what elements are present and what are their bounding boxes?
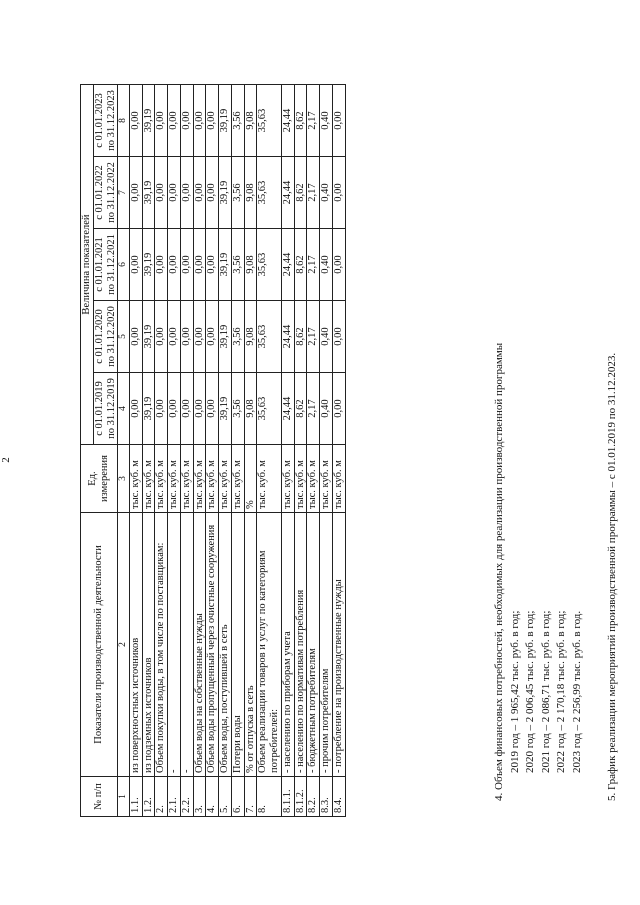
production-indicators-table	[80, 84, 346, 817]
row-value-4: 3,56	[231, 157, 244, 229]
header-period-5: с 01.01.2023 по 31.12.2023	[93, 85, 118, 157]
row-value-1: 9,08	[244, 373, 257, 445]
index-cell-6: 6	[118, 229, 130, 301]
row-name: % от отпуска в сеть	[244, 513, 257, 777]
row-unit: тыс. куб. м	[155, 445, 168, 513]
table-row	[129, 85, 142, 817]
row-value-3: 0,40	[320, 229, 333, 301]
row-num: 4.	[206, 777, 219, 817]
row-name: Объем покупки воды, в том числе по поставщикам:	[155, 513, 168, 777]
section-5-schedule: 5. График реализации мероприятий производственной программы – с 01.01.2019 по 31.12.2023.	[606, 352, 618, 801]
row-unit: тыс. куб. м	[257, 445, 282, 513]
section-4-line-2020: 2020 год – 2 006,45 тыс. руб. в год;	[524, 610, 537, 773]
row-name: -	[180, 513, 193, 777]
row-value-5: 0,00	[206, 85, 219, 157]
table-row	[244, 85, 257, 817]
row-value-1: 0,00	[193, 373, 206, 445]
row-value-2: 0,00	[180, 301, 193, 373]
row-value-1: 0,00	[155, 373, 168, 445]
row-num: 8.1.2.	[294, 777, 307, 817]
row-value-3: 8,62	[294, 229, 307, 301]
row-num: 2.	[155, 777, 168, 817]
row-num: 8.1.1.	[281, 777, 294, 817]
row-value-2: 0,00	[168, 301, 181, 373]
row-unit: тыс. куб. м	[193, 445, 206, 513]
row-value-1: 39,19	[219, 373, 232, 445]
row-value-2: 0,00	[206, 301, 219, 373]
row-num: 1.1.	[129, 777, 142, 817]
row-value-1: 24,44	[281, 373, 294, 445]
row-value-1: 0,00	[180, 373, 193, 445]
row-unit: %	[244, 445, 257, 513]
table-row	[307, 85, 320, 817]
row-unit: тыс. куб. м	[168, 445, 181, 513]
row-num: 1.2.	[142, 777, 155, 817]
row-num: 2.2.	[180, 777, 193, 817]
row-unit: тыс. куб. м	[206, 445, 219, 513]
row-value-2: 0,40	[320, 301, 333, 373]
row-value-5: 8,62	[294, 85, 307, 157]
row-value-4: 0,00	[193, 157, 206, 229]
row-value-5: 0,00	[155, 85, 168, 157]
row-value-1: 0,00	[168, 373, 181, 445]
row-value-2: 39,19	[142, 301, 155, 373]
row-name: - населению по приборам учета	[281, 513, 294, 777]
row-value-2: 0,00	[155, 301, 168, 373]
index-cell-8: 8	[118, 85, 130, 157]
row-value-3: 24,44	[281, 229, 294, 301]
row-value-3: 0,00	[180, 229, 193, 301]
table-row	[320, 85, 333, 817]
header-period-1: с 01.01.2019 по 31.12.2019	[93, 373, 118, 445]
row-num: 5.	[219, 777, 232, 817]
row-value-5: 0,00	[180, 85, 193, 157]
row-value-5: 0,00	[168, 85, 181, 157]
row-value-2: 35,63	[257, 301, 282, 373]
row-value-1: 3,56	[231, 373, 244, 445]
header-name: Показатели производственной деятельности	[81, 513, 118, 777]
row-value-3: 39,19	[142, 229, 155, 301]
row-value-4: 0,00	[206, 157, 219, 229]
row-value-1: 0,00	[332, 373, 345, 445]
row-unit: тыс. куб. м	[281, 445, 294, 513]
index-cell-5: 5	[118, 301, 130, 373]
row-unit: тыс. куб. м	[307, 445, 320, 513]
row-value-5: 35,63	[257, 85, 282, 157]
row-value-5: 9,08	[244, 85, 257, 157]
table-row	[219, 85, 232, 817]
row-value-2: 0,00	[332, 301, 345, 373]
section-4-line-2022: 2022 год – 2 170,18 тыс. руб. в год;	[555, 610, 568, 773]
row-num: 3.	[193, 777, 206, 817]
row-value-1: 0,00	[129, 373, 142, 445]
row-value-2: 3,56	[231, 301, 244, 373]
row-value-3: 0,00	[332, 229, 345, 301]
row-value-4: 9,08	[244, 157, 257, 229]
row-unit: тыс. куб. м	[142, 445, 155, 513]
header-values-group: Величина показателей	[81, 85, 94, 445]
section-4-title: 4. Объем финансовых потребностей, необходимых для реализации производственной программы	[493, 342, 505, 801]
row-value-3: 0,00	[206, 229, 219, 301]
table-row	[294, 85, 307, 817]
row-name: Объем воды на собственные нужды	[193, 513, 206, 777]
row-name: -	[168, 513, 181, 777]
row-value-4: 0,40	[320, 157, 333, 229]
row-num: 7.	[244, 777, 257, 817]
table-row	[168, 85, 181, 817]
header-period-2: с 01.01.2020 по 31.12.2020	[93, 301, 118, 373]
table-row	[142, 85, 155, 817]
row-name: - бюджетным потребителям	[307, 513, 320, 777]
row-unit: тыс. куб. м	[180, 445, 193, 513]
index-cell-4: 4	[118, 373, 130, 445]
row-num: 8.2.	[307, 777, 320, 817]
row-num: 8.4.	[332, 777, 345, 817]
row-value-1: 2,17	[307, 373, 320, 445]
table-row	[257, 85, 282, 817]
row-value-3: 0,00	[129, 229, 142, 301]
row-value-1: 35,63	[257, 373, 282, 445]
row-value-3: 3,56	[231, 229, 244, 301]
row-num: 8.3.	[320, 777, 333, 817]
row-value-1: 39,19	[142, 373, 155, 445]
row-unit: тыс. куб. м	[219, 445, 232, 513]
row-value-1: 0,00	[206, 373, 219, 445]
header-num: № п/п	[81, 777, 118, 817]
row-value-2: 0,00	[129, 301, 142, 373]
row-value-5: 3,56	[231, 85, 244, 157]
index-cell-3: 3	[118, 445, 130, 513]
row-name: Объем реализации товаров и услуг по категориям потребителей:	[257, 513, 282, 777]
table-row	[206, 85, 219, 817]
row-name: Объем воды, поступившей в сеть	[219, 513, 232, 777]
row-value-2: 9,08	[244, 301, 257, 373]
row-value-3: 0,00	[168, 229, 181, 301]
header-period-4: с 01.01.2022 по 31.12.2022	[93, 157, 118, 229]
index-cell-7: 7	[118, 157, 130, 229]
row-name: - потребление на производственные нужды	[332, 513, 345, 777]
row-name: - населению по нормативам потребления	[294, 513, 307, 777]
row-value-3: 2,17	[307, 229, 320, 301]
index-cell-2: 2	[118, 513, 130, 777]
row-num: 8.	[257, 777, 282, 817]
row-unit: тыс. куб. м	[294, 445, 307, 513]
row-value-4: 8,62	[294, 157, 307, 229]
row-name: из подземных источников	[142, 513, 155, 777]
row-value-2: 39,19	[219, 301, 232, 373]
header-unit: Ед. измерения	[81, 445, 118, 513]
row-value-3: 39,19	[219, 229, 232, 301]
row-value-4: 35,63	[257, 157, 282, 229]
row-num: 6.	[231, 777, 244, 817]
table-index-row	[118, 85, 130, 817]
row-value-5: 0,00	[193, 85, 206, 157]
header-period-3: с 01.01.2021 по 31.12.2021	[93, 229, 118, 301]
row-value-4: 2,17	[307, 157, 320, 229]
row-unit: тыс. куб. м	[129, 445, 142, 513]
row-value-5: 39,19	[142, 85, 155, 157]
row-value-2: 8,62	[294, 301, 307, 373]
row-value-5: 2,17	[307, 85, 320, 157]
row-value-2: 0,00	[193, 301, 206, 373]
section-4-line-2023: 2023 год – 2 256,99 тыс. руб. в год.	[571, 610, 584, 773]
row-name: - прочим потребителям	[320, 513, 333, 777]
row-value-5: 24,44	[281, 85, 294, 157]
row-num: 2.1.	[168, 777, 181, 817]
row-value-4: 24,44	[281, 157, 294, 229]
row-value-5: 0,40	[320, 85, 333, 157]
page-number: 2	[0, 457, 12, 463]
row-value-5: 0,00	[129, 85, 142, 157]
section-4-financial-needs	[492, 343, 586, 801]
row-unit: тыс. куб. м	[320, 445, 333, 513]
row-unit: тыс. куб. м	[231, 445, 244, 513]
row-value-4: 39,19	[142, 157, 155, 229]
row-value-2: 24,44	[281, 301, 294, 373]
table-row	[193, 85, 206, 817]
row-unit: тыс. куб. м	[332, 445, 345, 513]
row-value-3: 35,63	[257, 229, 282, 301]
row-value-3: 9,08	[244, 229, 257, 301]
row-value-4: 0,00	[155, 157, 168, 229]
table-row	[155, 85, 168, 817]
row-value-5: 0,00	[332, 85, 345, 157]
section-4-line-2021: 2021 год – 2 086,71 тыс. руб. в год;	[539, 610, 552, 773]
row-value-4: 0,00	[129, 157, 142, 229]
row-value-4: 39,19	[219, 157, 232, 229]
row-value-1: 0,40	[320, 373, 333, 445]
row-value-4: 0,00	[332, 157, 345, 229]
row-name: из поверхностных источников	[129, 513, 142, 777]
row-value-5: 39,19	[219, 85, 232, 157]
table-row	[231, 85, 244, 817]
table-row	[180, 85, 193, 817]
section-4-line-2019: 2019 год – 1 965,42 тыс. руб. в год;	[508, 610, 521, 773]
table-header-row	[81, 85, 94, 817]
row-value-4: 0,00	[168, 157, 181, 229]
row-value-3: 0,00	[193, 229, 206, 301]
row-value-1: 8,62	[294, 373, 307, 445]
row-name: Потери воды	[231, 513, 244, 777]
row-value-4: 0,00	[180, 157, 193, 229]
index-cell-1: 1	[118, 777, 130, 817]
row-value-3: 0,00	[155, 229, 168, 301]
row-name: Объем воды пропущенный через очистные сооружения	[206, 513, 219, 777]
table-row	[332, 85, 345, 817]
row-value-2: 2,17	[307, 301, 320, 373]
table-row	[281, 85, 294, 817]
